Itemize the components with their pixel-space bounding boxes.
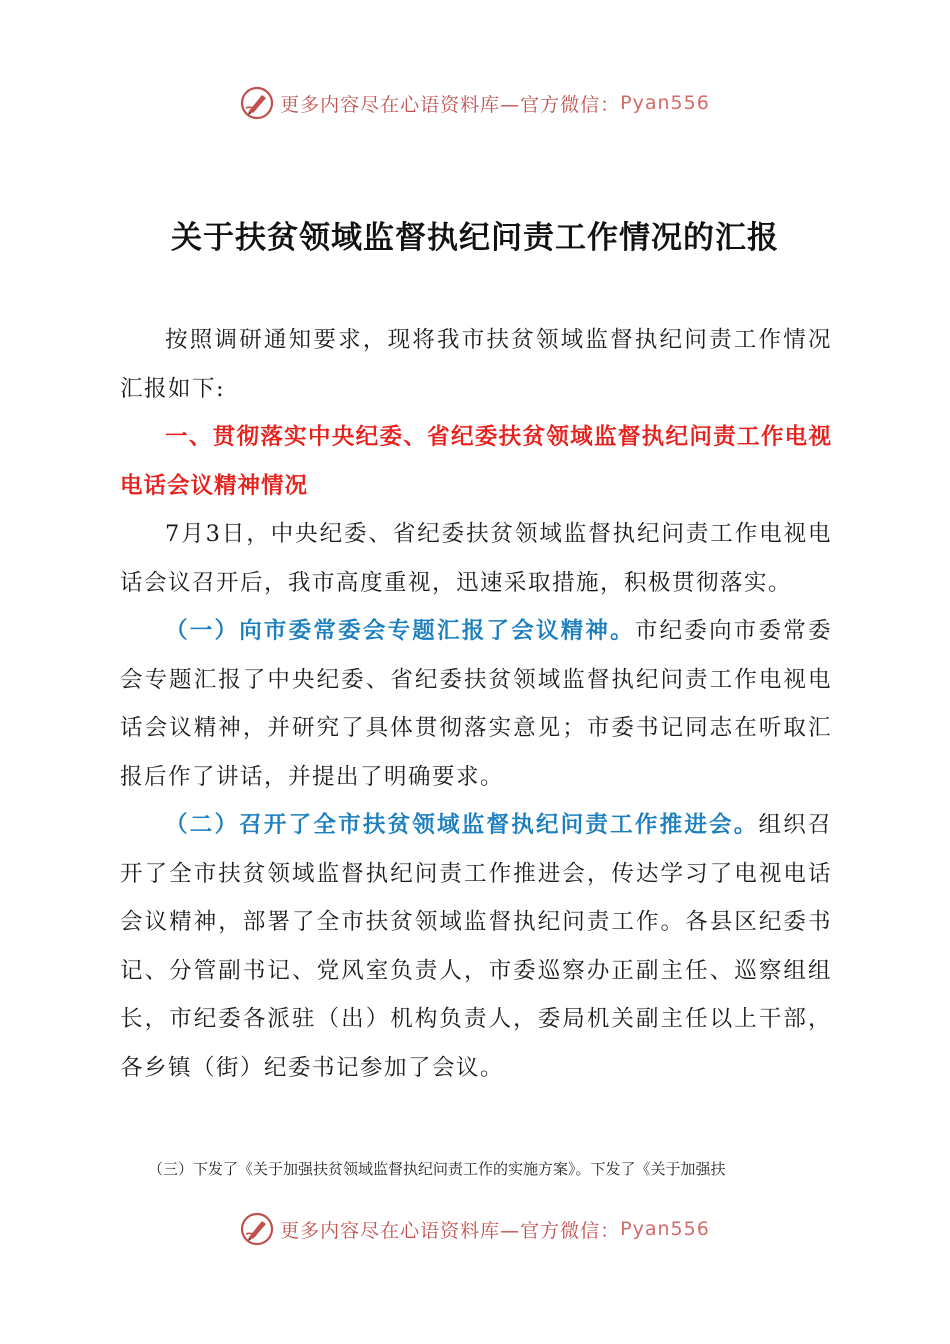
document-title: 关于扶贫领域监督执纪问责工作情况的汇报: [171, 220, 779, 256]
item1-paragraph: [120, 607, 832, 801]
item1-heading: （一）向市委常委会专题汇报了会议精神。: [165, 618, 635, 644]
item2-text: 组织召开了全市扶贫领域监督执纪问责工作推进会，传达学习了电视电话会议精神，部署了全市扶贫领域监督执纪问责工作。各县区纪委书记、分管副书记、党风室负责人，市委巡察办正副主任、巡察组组长，市纪委各派驻（出）机构负责人，委局机关副主任以上干部，各乡镇（街）纪委书记参加了会议。: [120, 812, 832, 1081]
item2-heading: （二）召开了全市扶贫领域监督执纪问责工作推进会。: [165, 812, 759, 838]
watermark-text: 更多内容尽在心语资料库—官方微信：: [280, 1219, 621, 1242]
watermark-id: Pyan556: [620, 1218, 710, 1240]
section1-paragraph: 7月3日，中央纪委、省纪委扶贫领域监督执纪问责工作电视电话会议召开后，我市高度重视，迅速采取措施，积极贯彻落实。: [120, 521, 832, 596]
pen-logo-icon: [240, 86, 274, 120]
item2-paragraph: [120, 801, 832, 1092]
watermark-text: 更多内容尽在心语资料库—官方微信：: [280, 93, 621, 116]
document-body: [120, 316, 832, 1092]
watermark-header: [0, 86, 950, 120]
item1-text: 市纪委向市委常委会专题汇报了中央纪委、省纪委扶贫领域监督执纪问责工作电视电话会议精神，并研究了具体贯彻落实意见；市委书记同志在听取汇报后作了讲话，并提出了明确要求。: [120, 618, 832, 790]
watermark-id: Pyan556: [620, 92, 710, 114]
item3-truncated-line: （三）下发了《关于加强扶贫领域监督执纪问责工作的实施方案》。下发了《关于加强扶: [148, 1160, 726, 1178]
intro-paragraph: 按照调研通知要求，现将我市扶贫领域监督执纪问责工作情况汇报如下:: [120, 327, 832, 402]
section1-heading: 一、贯彻落实中央纪委、省纪委扶贫领域监督执纪问责工作电视电话会议精神情况: [120, 424, 832, 499]
pen-logo-icon: [240, 1212, 274, 1246]
watermark-footer: [0, 1212, 950, 1246]
